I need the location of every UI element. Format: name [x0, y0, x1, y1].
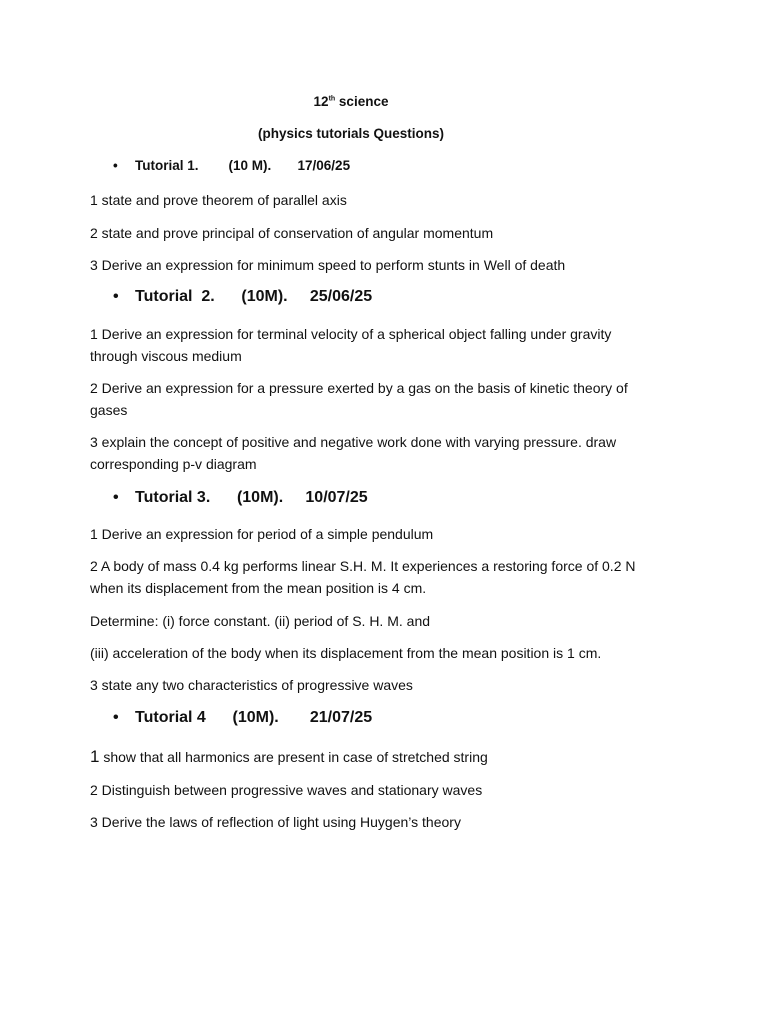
- tutorial-4-question-1: [90, 746, 660, 768]
- tutorial-4-heading: [113, 709, 372, 727]
- tutorial-4-question-3: 3 Derive the laws of reflection of light using Huygen’s theory: [90, 814, 461, 830]
- tutorial-3-question-3: 3 state any two characteristics of progressive waves: [90, 677, 413, 693]
- question-number: 1: [90, 747, 100, 766]
- tutorial-2-question-3: 3 explain the concept of positive and negative work done with varying pressure. draw corresponding p-v diagram: [90, 434, 617, 472]
- tutorial-3-heading-text: Tutorial 3. (10M). 10/07/25: [135, 489, 368, 506]
- tutorial-1-heading-text: Tutorial 1. (10 M). 17/06/25: [135, 158, 351, 173]
- title-superscript: th: [328, 95, 336, 103]
- bullet-icon: •: [113, 709, 119, 726]
- tutorial-4-question-2: 2 Distinguish between progressive waves and stationary waves: [90, 782, 483, 798]
- title-number: 12: [313, 94, 329, 109]
- page-subtitle: (physics tutorials Questions): [257, 126, 445, 141]
- tutorial-3-question-2-part-b: (iii) acceleration of the body when its displacement from the mean position is 1 cm.: [90, 645, 602, 661]
- tutorial-2-question-1: 1 Derive an expression for terminal velocity of a spherical object falling under gravity through viscous medium: [90, 326, 612, 364]
- tutorial-2-heading: [113, 288, 372, 306]
- tutorial-1-question-1: 1 state and prove theorem of parallel axis: [90, 192, 347, 208]
- tutorial-1-heading: [113, 158, 350, 173]
- tutorial-4-heading-text: Tutorial 4 (10M). 21/07/25: [135, 709, 373, 726]
- title-text: science: [335, 94, 389, 109]
- tutorial-2-heading-text: Tutorial 2. (10M). 25/06/25: [135, 288, 373, 305]
- tutorial-3-heading: [113, 489, 368, 507]
- bullet-icon: •: [113, 158, 118, 173]
- tutorial-3-question-1: 1 Derive an expression for period of a simple pendulum: [90, 526, 434, 542]
- bullet-icon: •: [113, 288, 119, 305]
- question-text: show that all harmonics are present in case of stretched string: [103, 749, 488, 765]
- page-title: [0, 94, 702, 109]
- tutorial-1-question-3: 3 Derive an expression for minimum speed to perform stunts in Well of death: [90, 257, 566, 273]
- tutorial-2-question-2: 2 Derive an expression for a pressure exerted by a gas on the basis of kinetic theory of gases: [90, 380, 628, 418]
- bullet-icon: •: [113, 489, 119, 506]
- tutorial-3-question-2: 2 A body of mass 0.4 kg performs linear S.H. M. It experiences a restoring force of 0.2 N when its displacement from the mean position is 4 cm.: [90, 558, 636, 596]
- tutorial-1-question-2: 2 state and prove principal of conservation of angular momentum: [90, 225, 494, 241]
- tutorial-3-question-2-part-a: Determine: (i) force constant. (ii) period of S. H. M. and: [90, 613, 431, 629]
